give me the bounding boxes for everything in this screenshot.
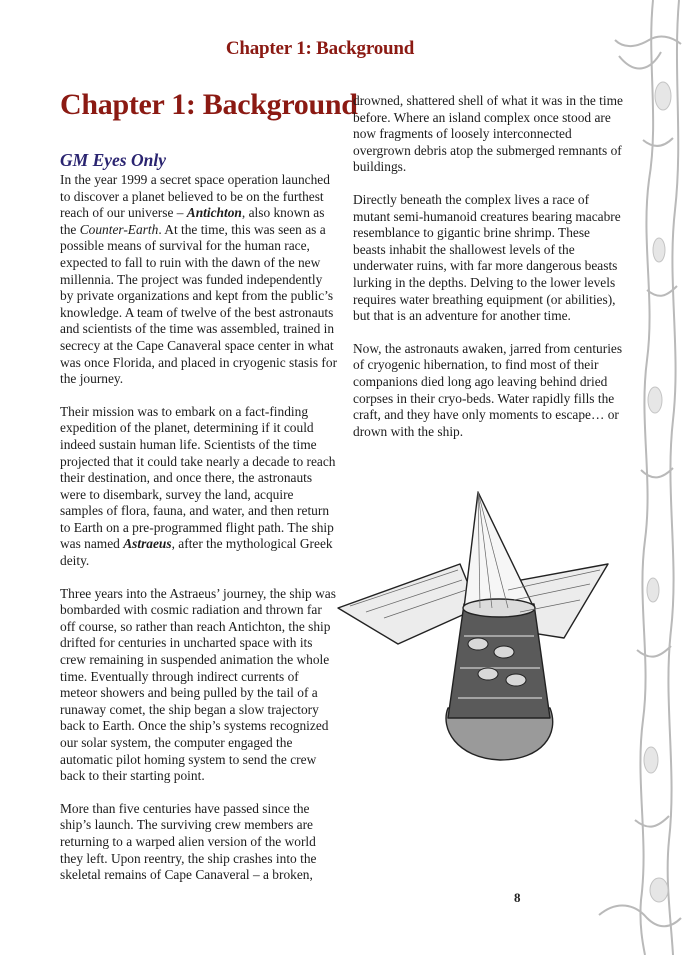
gm-eyes-only-subheading: GM Eyes Only — [60, 150, 166, 170]
body-paragraph — [60, 404, 338, 570]
paragraph-text: , after the mythological Greek deity. — [60, 536, 333, 569]
left-column — [60, 172, 338, 900]
paragraph-text: In the year 1999 a secret space operation launched to discover a planet believed to be on the furthest reach of our universe – — [60, 172, 330, 221]
paragraph-text: , also known as the — [60, 205, 325, 237]
paragraph-text: More than five centuries have passed since the ship’s launch. The surviving crew members are returning to a warped alien version of the world they left. Upon reentry, the ship crashes into the skeletal remains of Cape Canaveral – a broken, — [60, 800, 317, 883]
astraeus-ship-illustration — [328, 468, 628, 768]
emphasis-text: Counter-Earth — [79, 221, 159, 237]
paragraph-text: . At the time, this was seen as a possible means of survival for the human race, expected to fall to ruin with the dawn of the new millennia. The project was funded independently by private organizations and kept from the public’s knowledge. A team of twelve of the best astronauts and scientists of the time was assembled, trained in secrecy at the Cape Canaveral space center in what was once Florida, and placed in cryogenic stasis for the journey. — [60, 221, 338, 387]
paragraph-text: drowned, shattered shell of what it was in the time before. Where an island complex once stood are now fragments of loosely interconnected overgrown debris atop the submerged remnants of buildings. — [353, 93, 623, 175]
emphasis-text: Astraeus — [123, 536, 172, 552]
running-head: Chapter 1: Background — [225, 38, 415, 59]
page-number: 8 — [514, 890, 521, 905]
paragraph-text: Directly beneath the complex lives a race of mutant semi-humanoid creatures bearing macabre resemblance to gigantic brine shrimp. These beasts inhabit the shallowest levels of the underwater ruins, with far more dangerous beasts lurking in the depths. Delving to the lower levels requires water breathing equipment (or abilities), but that is an adventure for another time. — [353, 191, 621, 324]
paragraph-text: Their mission was to embark on a fact-finding expedition of the planet, determining if it could indeed sustain human life. Scientists of the time projected that it could take nearly a decade to reach their destination, and once there, the astronauts were to disembark, survey the land, acquire samples of flora, fauna, and water, and then return to Earth on a pre-programmed flight path. The ship was named — [60, 403, 336, 552]
paragraph-text: Now, the astronauts awaken, jarred from centuries of cryogenic hibernation, to find most of their companions died long ago leaving behind dried corpses in their cryo-beds. Water rapidly fills the craft, and they have only moments to escape… or drown with the ship. — [353, 340, 623, 439]
paragraph-text: Three years into the Astraeus’ journey, the ship was bombarded with cosmic radiation and thrown far off course, so rather than reach Antichton, the ship drifted for centuries in uncharted space with its crew remaining in suspended animation the whole time. Eventually through indirect currents of meteor showers and being pulled by the tail of a runaway comet, the ship began a slow trajectory back to Earth. Once the ship’s systems recognized our solar system, the computer engaged the automatic pilot homing system to send the crew back to their starting point. — [60, 585, 336, 784]
body-paragraph — [60, 801, 338, 884]
body-paragraph — [60, 172, 338, 388]
chapter-title: Chapter 1: Background — [60, 88, 358, 121]
body-paragraph — [60, 586, 338, 785]
emphasis-text: Antichton — [186, 205, 242, 221]
